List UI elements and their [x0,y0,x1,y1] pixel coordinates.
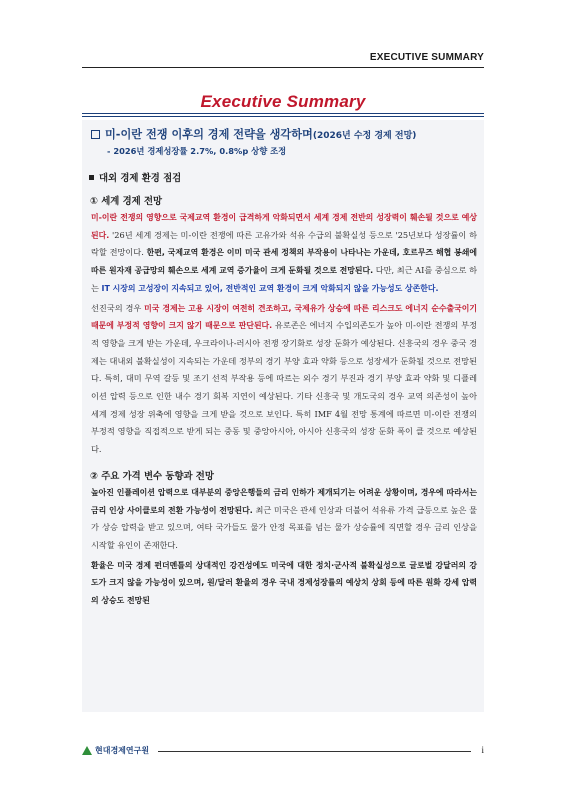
text-run: 한편, 국제교역 환경은 이미 미국 관세 정책의 부작용이 나타나는 가운데, 호르무즈 해협 봉쇄에 따른 원자재 공급망의 훼손으로 세계 교역 증가율이 크게 둔화될 것으로 전망된다. [91,248,477,276]
checkbox-square-icon [91,130,100,139]
sub-heading-1: ① 세계 경제 전망 [90,196,163,207]
title-rule-thick [82,113,484,114]
text-run: 유로존은 에너지 수입의존도가 높아 미-이란 전쟁의 부정적 영향을 크게 받는 가운데, 우크라이나-러시아 전쟁 장기화로 성장 둔화가 예상된다. 신흥국의 경우 중국 경제는 대내외 불확실성이 지속되는 가운데 정부의 경기 부양 효과 약화 등으로 성장세가 둔화될 것으로 전망된다. 특히, 대미 무역 갈등 및 조기 선적 부작용 등에 따르는 외수 경기 부진과 경기 부양 효과 약화 및 디플레이션 압력 등으로 인한 내수 경기 회복 지연이 예상된다. 기타 신흥국 및 개도국의 경우 교역 의존성이 높아 세계 경제 성장 위축에 영향을 크게 받을 것으로 보인다. 특히 IMF 4월 전망 통계에 따르면 미-이란 전쟁의 부정적 영향을 직접적으로 받게 되는 중동 및 중앙아시아, 아시아 신흥국의 성장 둔화 폭이 클 것으로 예상된다. [91,320,477,455]
paragraph [82,300,484,459]
text-run: 환율은 미국 경제 펀더멘틀의 상대적인 강건성에도 미국에 대한 정치·군사적 불확실성으로 글로벌 강달러의 강도가 크지 않을 가능성이 있으며, 원/달러 환율의 경우 국내 경제성장률의 예상치 상회 등에 따른 원화 강세 압력의 상승도 전망된 [91,560,477,606]
top-rule [82,67,484,68]
paragraph [82,484,484,555]
headline-text: 미-이란 전쟁 이후의 경제 전략을 생각하며 [105,128,313,141]
top-label: EXECUTIVE SUMMARY [369,52,484,63]
headline-sub: - 2026년 경제성장률 2.7%, 0.8%p 상향 조정 [107,146,287,156]
footer-logo [82,745,149,756]
sub-heading-2: ② 주요 가격 변수 동향과 전망 [90,470,214,482]
page-title: Executive Summary [200,92,366,111]
section-title: 대외 경제 환경 점검 [99,173,182,184]
page-number: i [481,745,484,755]
text-run: 최근 미국은 관세 인상과 더불어 석유류 가격 급등으로 높은 물가 상승 압력을 받고 있으며, 여타 국가들도 물가 안정 목표를 넘는 물가 상승률에 직면할 경우 금리 인상을 시작할 유인이 존재한다. [91,504,477,550]
text-run: 미국 경제는 고용 시장이 여전히 견조하고, 국제유가 상승에 따른 리스크도 에너지 순수출국이기 때문에 부정적 영향이 크지 않기 때문으로 판단된다. [91,303,477,331]
text-run: 미-이란 전쟁의 영향으로 국제교역 환경이 급격하게 악화되면서 세계 경제 전반의 성장력이 훼손될 것으로 예상된다. [91,213,477,240]
text-run: IT 시장의 고성장이 지속되고 있어, 전반적인 교역 환경이 크게 악화되지 않을 가능성도 상존한다. [101,283,439,293]
headline-main [91,126,478,142]
text-run: 선진국의 경우 [91,302,145,313]
headline-box [82,120,484,157]
triangle-logo-icon [82,746,92,755]
paragraph [82,209,484,298]
headline-paren: (2026년 수정 경제 전망) [312,131,417,141]
text-run: 높아진 인플레이션 압력으로 대부분의 중앙은행들의 금리 인하가 제개되기는 어려운 상황이며, 경우에 따라서는 금리 인상 사이클로의 전환 가능성이 전망된다. [91,487,477,515]
footer-rule [158,751,471,752]
footer-org-name: 현대경제연구원 [95,746,150,755]
content-panel [82,120,484,712]
text-run: 다만, 최근 AI를 중심으로 하는 [91,265,477,293]
section-heading [89,170,484,184]
square-bullet-icon [89,175,94,180]
text-run: '26년 세계 경제는 미-이란 전쟁에 따른 고유가와 석유 수급의 불확실성 등으로 '25년보다 성장률이 하락할 전망이다. [91,229,477,258]
paragraph [82,557,484,610]
title-rule-thin [82,116,484,117]
